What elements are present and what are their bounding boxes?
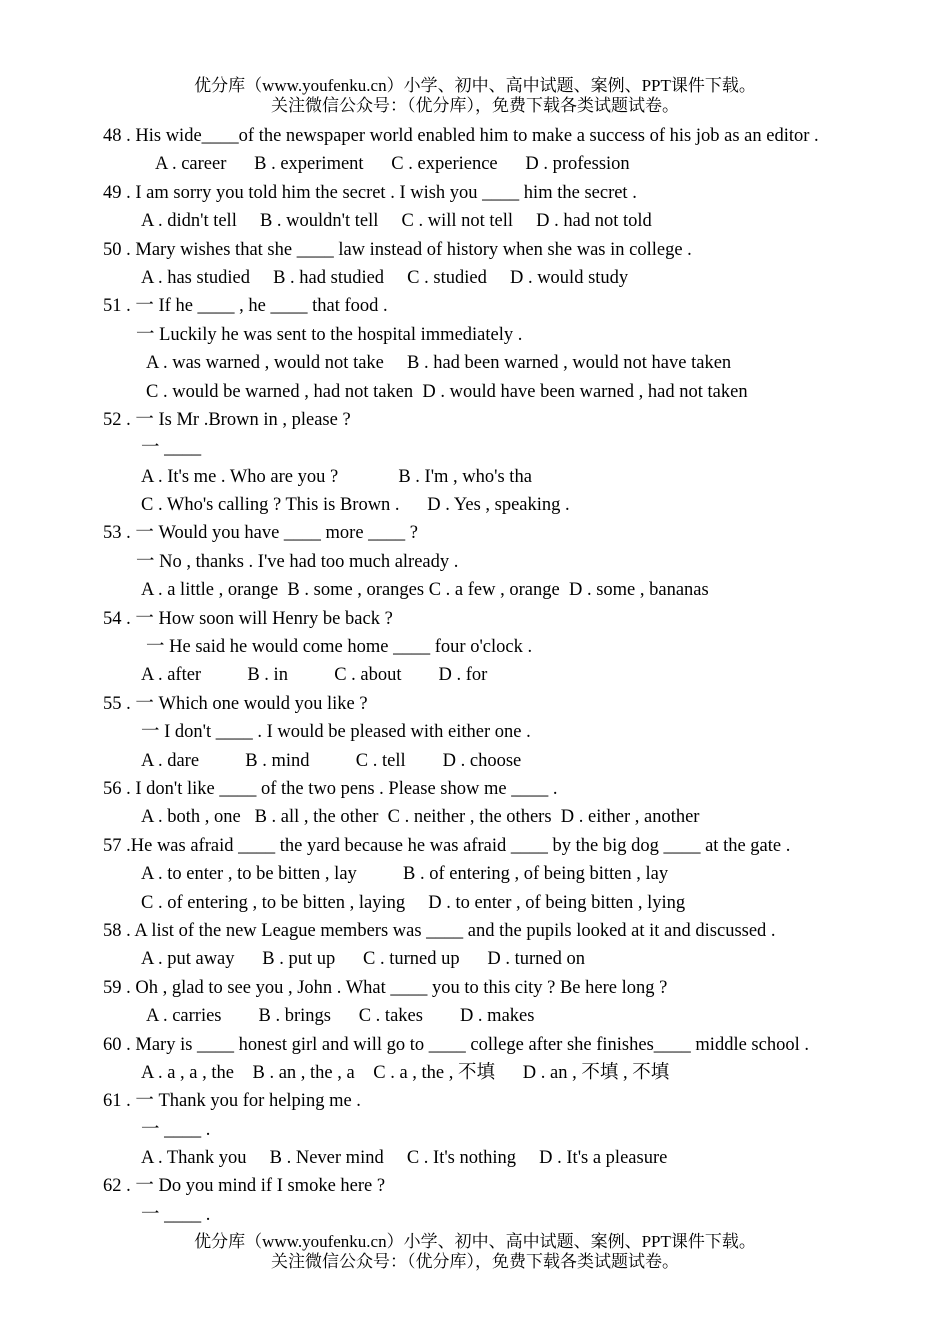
options-48: A . career B . experiment C . experience D . profession: [155, 154, 630, 175]
footer-line-2: 关注微信公众号：（优分库），免费下载各类试题试卷。: [271, 1252, 679, 1271]
dialogue-61: 一 ____ .: [141, 1119, 211, 1140]
page-header: [0, 76, 950, 116]
options-50: A . has studied B . had studied C . studied D . would study: [141, 267, 629, 288]
question-55: 55 . 一 Which one would you like ?: [103, 693, 368, 714]
options-56: A . both , one B . all , the other C . neither , the others D . either , another: [141, 807, 700, 828]
options-58: A . put away B . put up C . turned up D . turned on: [141, 949, 585, 970]
question-48: 48 . His wide____of the newspaper world enabled him to make a success of his job as an editor .: [103, 126, 819, 146]
question-54: 54 . 一 How soon will Henry be back ?: [103, 608, 393, 629]
dialogue-52: 一 ____: [141, 438, 202, 459]
options-52-ab: A . It's me . Who are you ? B . I'm , who's tha: [141, 466, 532, 487]
options-60: A . a , a , the B . an , the , a C . a , the , 不填 D . an , 不填 , 不填: [141, 1062, 670, 1083]
question-50: 50 . Mary wishes that she ____ law instead of history when she was in college .: [103, 239, 692, 260]
options-57-cd: C . of entering , to be bitten , laying D . to enter , of being bitten , lying: [141, 892, 686, 913]
question-52: 52 . 一 Is Mr .Brown in , please ?: [103, 409, 351, 430]
question-51: 51 . 一 If he ____ , he ____ that food .: [103, 296, 388, 317]
options-54: A . after B . in C . about D . for: [141, 665, 488, 686]
question-57: 57 .He was afraid ____ the yard because he was afraid ____ by the big dog ____ at the gate .: [103, 835, 791, 856]
options-59: A . carries B . brings C . takes D . makes: [146, 1006, 535, 1027]
footer-line-1: 优分库（www.youfenku.cn）小学、初中、高中试题、案例、PPT课件下载。: [194, 1232, 756, 1251]
question-61: 61 . 一 Thank you for helping me .: [103, 1091, 361, 1112]
question-60: 60 . Mary is ____ honest girl and will go to ____ college after she finishes____ middle school .: [103, 1034, 809, 1055]
dialogue-54: 一 He said he would come home ____ four o'clock .: [146, 637, 533, 658]
question-content: [0, 122, 950, 1229]
options-55: A . dare B . mind C . tell D . choose: [141, 750, 522, 771]
options-61: A . Thank you B . Never mind C . It's nothing D . It's a pleasure: [141, 1148, 668, 1169]
header-line-2: 关注微信公众号：（优分库），免费下载各类试题试卷。: [271, 96, 679, 115]
question-56: 56 . I don't like ____ of the two pens . Please show me ____ .: [103, 778, 558, 799]
options-51-ab: A . was warned , would not take B . had been warned , would not have taken: [146, 353, 732, 374]
question-58: 58 . A list of the new League members was ____ and the pupils looked at it and discussed .: [103, 920, 776, 941]
options-53: A . a little , orange B . some , oranges C . a few , orange D . some , bananas: [141, 580, 709, 601]
options-51-cd: C . would be warned , had not taken D . would have been warned , had not taken: [146, 381, 748, 402]
dialogue-51: 一 Luckily he was sent to the hospital immediately .: [136, 324, 523, 345]
page-footer: [0, 1232, 950, 1272]
question-49: 49 . I am sorry you told him the secret . I wish you ____ him the secret .: [103, 182, 637, 203]
options-49: A . didn't tell B . wouldn't tell C . will not tell D . had not told: [141, 211, 652, 232]
header-line-1: 优分库（www.youfenku.cn）小学、初中、高中试题、案例、PPT课件下载。: [194, 76, 756, 95]
options-52-cd: C . Who's calling ? This is Brown . D . Yes , speaking .: [141, 495, 570, 516]
question-59: 59 . Oh , glad to see you , John . What ____ you to this city ? Be here long ?: [103, 977, 668, 998]
dialogue-55: 一 I don't ____ . I would be pleased with either one .: [141, 722, 531, 743]
question-62: 62 . 一 Do you mind if I smoke here ?: [103, 1176, 386, 1197]
dialogue-62: 一 ____ .: [141, 1204, 211, 1225]
options-57-ab: A . to enter , to be bitten , lay B . of entering , of being bitten , lay: [141, 864, 669, 885]
dialogue-53: 一 No , thanks . I've had too much already .: [136, 551, 459, 572]
question-53: 53 . 一 Would you have ____ more ____ ?: [103, 523, 419, 544]
